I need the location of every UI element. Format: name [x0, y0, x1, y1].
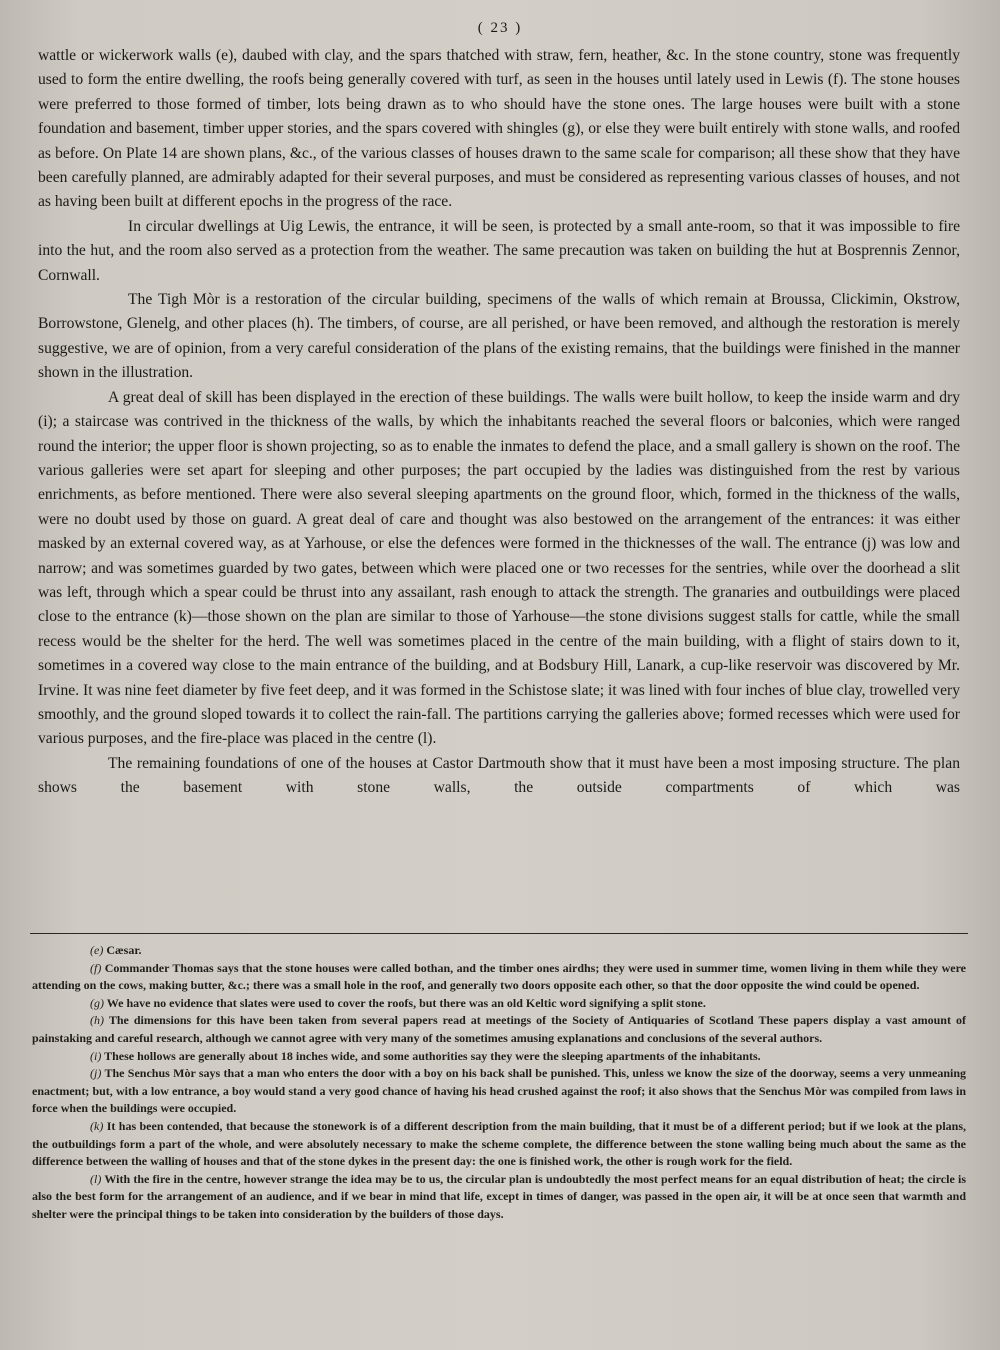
- main-text: [38, 44, 960, 801]
- footnotes: [32, 942, 966, 1224]
- footnote: [32, 960, 966, 995]
- footnote-mark: (g): [90, 995, 104, 1010]
- footnote-text: It has been contended, that because the stonework is of a different description from the main building, that it must be of a different period; but if we look at the plans, the outbuildings form a part of the whole, and were absolutely necessary to make the scheme complete, the difference between the stone walling being much about the same as the difference between the walling of houses and that of the stone dykes in the present day: the one is finished work, the other is rough work for the field.: [32, 1118, 967, 1169]
- footnote: [32, 995, 966, 1013]
- footnote-mark: (f): [90, 960, 102, 975]
- footnote-mark: (l): [90, 1171, 102, 1186]
- footnote-text: These hollows are generally about 18 inches wide, and some authorities say they were the sleeping apartments of the inhabitants.: [104, 1048, 761, 1063]
- footnote-mark: (h): [90, 1013, 104, 1028]
- page-number: ( 23 ): [477, 20, 523, 36]
- body-paragraph: In circular dwellings at Uig Lewis, the entrance, it will be seen, is protected by a small ante-room, so that it was impossible to fire into the hut, and the room also served as a protection from the weather. The same precaution was taken on building the hut at Bosprennis Zennor, Cornwall.: [38, 217, 960, 284]
- footnote-mark: (i): [90, 1048, 102, 1063]
- footnote-text: The Senchus Mòr says that a man who enters the door with a boy on his back shall be punished. This, unless we know the size of the doorway, seems a very unmeaning enactment; but, with a low entrance, a boy would stand a very good chance of having his head crushed against the roof; it also shows that the Senchus Mòr was compiled from laws in force when the buildings were occupied.: [32, 1066, 967, 1116]
- body-paragraph: The Tigh Mòr is a restoration of the circular building, specimens of the walls of which remain at Broussa, Clickimin, Okstrow, Borrowstone, Glenelg, and other places (h). The timbers, of course, are all perished, or have been removed, and although the restoration is merely suggestive, we are of opinion, from a very careful consideration of the plans of the existing remains, that the buildings were finished in the manner shown in the illustration.: [38, 291, 960, 382]
- footnote-mark: (j): [90, 1066, 102, 1081]
- body-paragraph: wattle or wickerwork walls (e), daubed with clay, and the spars thatched with straw, fern, heather, &c. In the stone country, stone was frequently used to form the entire dwelling, the roofs being generally covered with turf, as seen in the houses until lately used in Lewis (f). The stone houses were preferred to those formed of timber, lots being drawn as to who should have the stone ones. The large houses were built with a stone foundation and basement, timber upper stories, and the spars covered with shingles (g), or else they were built entirely with stone walls, and roofed as before. On Plate 14 are shown plans, &c., of the various classes of houses drawn to the same scale for comparison; all these show that they have been carefully planned, are admirably adapted for their several purposes, and must be considered as representing various classes of houses, and not as having been built at different epochs in the progress of the race.: [38, 47, 960, 211]
- footnote-text: The dimensions for this have been taken from several papers read at meetings of the Society of Antiquaries of Scotland These papers display a vast amount of painstaking and careful research, although we cannot agree with very many of the sometimes amusing explanations and conclusions of the several authors.: [32, 1013, 966, 1045]
- body-paragraph: A great deal of skill has been displayed in the erection of these buildings. The walls were built hollow, to keep the inside warm and dry (i); a staircase was contrived in the thickness of the walls, by which the inhabitants reached the several floors or balconies, which were ranged round the interior; the upper floor is shown projecting, so as to enable the inmates to defend the place, and a small gallery is shown on the roof. The various galleries were set apart for sleeping and other purposes; the part occupied by the ladies was distinguished from the rest by various enrichments, as before mentioned. There were also several sleeping apartments on the ground floor, which, formed in the thickness of the walls, were no doubt used by those on guard. A great deal of care and thought was also bestowed on the arrangement of the entrances: it was either masked by an external covered way, as at Yarhouse, or else the defences were formed in the thicknesses of the wall. The entrance (j) was low and narrow; and was sometimes guarded by two gates, between which were placed one or two recesses for the sentries, while over the doorhead a slit was left, through which a spear could be thrust into any assailant, rash enough to attack the strength. The granaries and outbuildings were placed close to the entrance (k)—those shown on the plan are similar to those of Yarhouse—the stone divisions suggest stalls for cattle, while the small recess would be the shelter for the herd. The well was sometimes placed in the centre of the main building, with a flight of stairs down to it, sometimes in a covered way close to the main entrance of the building, and at Bodsbury Hill, Lanark, a cup-like reservoir was discovered by Mr. Irvine. It was nine feet diameter by five feet deep, and it was formed in the Schistose slate; it was lined with four inches of blue clay, trowelled very smoothly, and the ground sloped towards it to collect the rain-fall. The partitions carrying the galleries above; formed recesses which were used for various purposes, and the fire-place was placed in the centre (l).: [38, 388, 960, 748]
- footnote: [32, 1065, 966, 1118]
- body-paragraph: The remaining foundations of one of the houses at Castor Dartmouth show that it must have been a most imposing structure. The plan shows the basement with stone walls, the outside compartments of which was: [38, 754, 960, 797]
- footnote-mark: (e): [90, 943, 104, 957]
- footnote: [32, 1012, 966, 1047]
- footnote-text: We have no evidence that slates were used to cover the roofs, but there was an old Keltic word signifying a split stone.: [106, 995, 706, 1010]
- footnote-mark: (k): [90, 1118, 104, 1133]
- footnote-text: With the fire in the centre, however strange the idea may be to us, the circular plan is undoubtedly the most perfect means for an equal distribution of heat; the circle is also the best form for the arrangement of an audience, and if we bear in mind that life, except in times of danger, was passed in the open air, it will be at once seen that warmth and shelter were the principal things to be taken into consideration by the builders of those days.: [32, 1171, 966, 1221]
- footnote: [32, 1118, 966, 1171]
- footnote: [32, 1171, 966, 1224]
- footnote: [32, 942, 966, 960]
- footnote-text: Commander Thomas says that the stone houses were called bothan, and the timber ones airdhs; they were used in summer time, women living in them while they were attending on the cows, making butter, &c.; there was a small hole in the roof, and generally two doors opposite each other, so that the door opposite the wind could be opened.: [32, 960, 967, 993]
- footnote-text: Cæsar.: [106, 943, 142, 957]
- footnote-divider: [30, 933, 968, 934]
- footnote: [32, 1048, 966, 1066]
